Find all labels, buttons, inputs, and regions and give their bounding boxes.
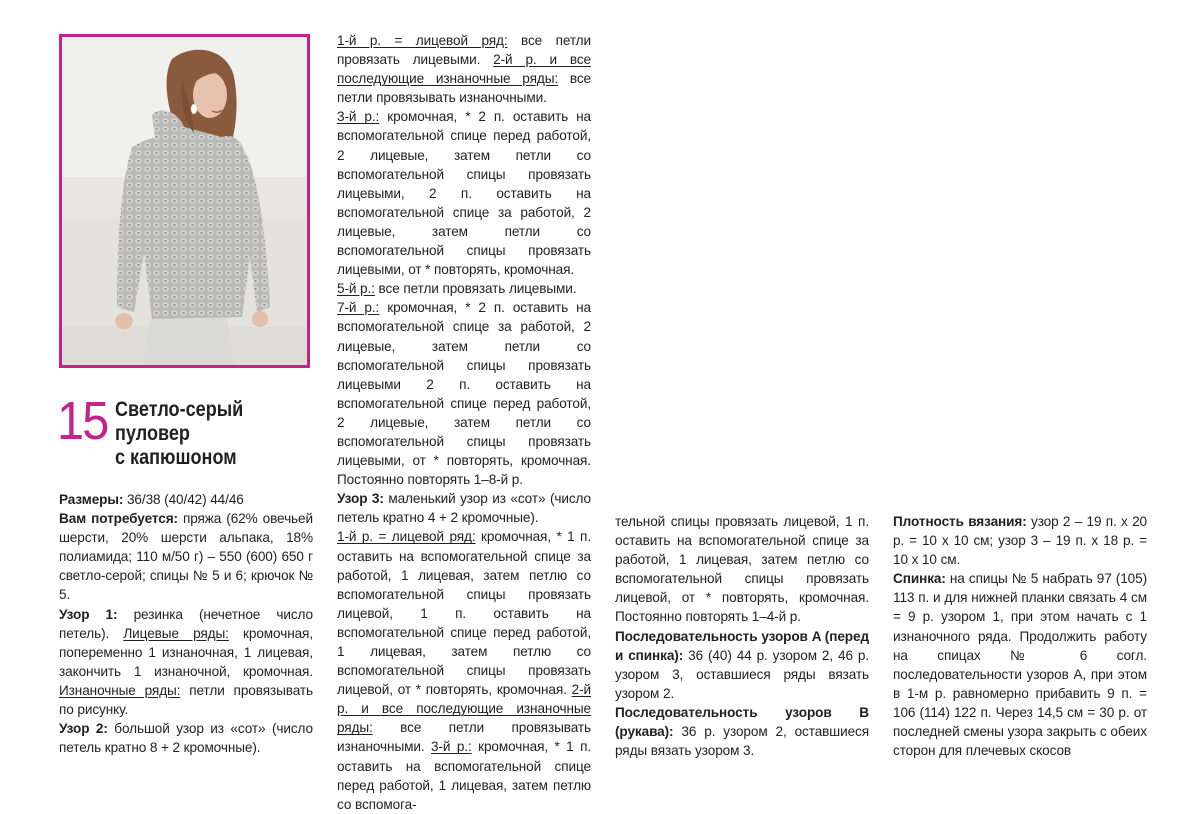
pattern-1-paragraph	[59, 605, 313, 720]
product-photo	[59, 34, 310, 368]
row-7-label: 7-й р.:	[337, 300, 380, 316]
row-7-paragraph	[337, 298, 591, 489]
p3-row-1-label: 1-й р. = лицевой ряд:	[337, 529, 476, 545]
gauge-paragraph	[893, 512, 1147, 569]
text-column-1	[59, 490, 313, 757]
text-column-2	[337, 31, 591, 814]
sequence-a-label: Последовательность узоров A (перед и спинка):	[615, 628, 869, 663]
text-column-4	[893, 512, 1147, 760]
sizes-label: Размеры:	[59, 492, 124, 507]
row-5-label: 5-й р.:	[337, 281, 375, 297]
pattern-3-paragraph	[337, 489, 591, 527]
pattern-2-text: большой узор из «сот» (число петель кратно 8 + 2 кромочные).	[59, 721, 314, 756]
wrong-side-rows-text: петли провязывать по рисунку.	[59, 682, 314, 718]
pattern-3-text: маленький узор из «сот» (число петель кратно 4 + 2 кромочные).	[337, 491, 592, 526]
pattern-1-text: резинка (нечетное число петель).	[59, 606, 314, 641]
p3-row-3-label: 3-й р.:	[431, 739, 472, 755]
back-text: на спицы № 5 набрать 97 (105) 113 п. и для нижней планки связать 4 см = 9 р. узором 1, при этом начать с 1 изнаночного ряда. Продолжить работу на спицах № 6 согл. последовательности узоров А, при этом в 1-м р. равномерно прибавить 9 п. = 106 (114) 122 п. Через 14,5 см = 30 р. от последней смены узора закрыть с обеих сторон для плечевых скосов	[893, 571, 1147, 759]
sizes-paragraph	[59, 490, 313, 509]
title-line: Светло-серый	[115, 398, 244, 421]
right-side-rows-text: кромочная, попеременно 1 изнаночная, 1 лицевая, закончить 1 изнаночной, кромочная.	[59, 625, 313, 679]
row-1-label: 1-й р. = лицевой ряд:	[337, 33, 508, 48]
row-1-text: все петли провязать лицевыми.	[337, 33, 592, 68]
row-3-text: кромочная, * 2 п. оставить на вспомогательной спице перед работой, 2 лицевые, затем петли со вспомогательной спицы провязать лицевыми, 2 п. оставить на вспомогательной спице за работой, 2 лицевые, затем петли со вспомогательной спицы провязать лицевыми, от * повторять, кромочная.	[337, 109, 592, 278]
pattern-number: 15	[57, 391, 108, 451]
materials-paragraph	[59, 509, 313, 604]
sequence-a-paragraph	[615, 627, 869, 703]
materials-label: Вам потребуется:	[59, 511, 178, 527]
p3-row-3-text: кромочная, * 1 п. оставить на вспомогательной спице перед работой, 1 лицевая, затем петлю со вспомога-	[337, 739, 592, 812]
row-3-paragraph	[337, 107, 591, 279]
pattern-3-rows	[337, 527, 591, 813]
p3-row-2-label: 2-й р. и все последующие изнаночные ряды:	[337, 682, 591, 736]
gauge-label: Плотность вязания:	[893, 514, 1027, 529]
materials-value: пряжа (62% овечьей шерсти, 20% шерсти альпака, 18% полиамида; 110 м/50 г) – 550 (600) 650 г светло-серой; спицы № 5 и 6; крючок № 5.	[59, 511, 313, 603]
wrong-side-rows-label: Изнаночные ряды:	[59, 682, 181, 698]
sequence-a-text: 36 (40) 44 р. узором 2, 46 р. узором 3, оставшиеся ряды вязать узором 2.	[615, 647, 870, 701]
row-2-text: все петли провязывать изнаночными.	[337, 71, 591, 106]
continued-text: тельной спицы провязать лицевой, 1 п. оставить на вспомогательной спице за работой, 1 лицевая, затем петлю со вспомогательной спицы провязать лицевой, от * повторять, кромочная. Постоянно повторять 1–4-й р.	[615, 514, 869, 625]
title-line: с капюшоном	[115, 446, 237, 469]
back-paragraph	[893, 569, 1147, 760]
p3-row-1-text: кромочная, * 1 п. оставить на вспомогательной спице за работой, 1 лицевая, затем петлю со вспомогательной спицы провязать лицевой, 1 п. оставить на вспомогательной спице перед работой, 1 лицевая, затем петлю со вспомогательной спицы провязать лицевой, от * повторять, кромочная.	[337, 529, 591, 698]
pattern-3-label: Узор 3:	[337, 491, 384, 507]
article-title	[115, 398, 243, 470]
pattern-2-rows	[337, 31, 591, 107]
pattern-2-label: Узор 2:	[59, 721, 108, 737]
article-title-block	[57, 391, 327, 478]
right-side-rows-label: Лицевые ряды:	[123, 625, 229, 641]
back-label: Спинка:	[893, 571, 946, 587]
pattern-1-label: Узор 1:	[59, 606, 118, 622]
row-2-label: 2-й р. и все последующие изнаночные ряды:	[337, 52, 591, 87]
model-photo-illustration	[62, 37, 307, 365]
p3-row-2-text: все петли провязывать изнаночными.	[337, 720, 591, 755]
row-5-text: все петли провязать лицевыми.	[374, 281, 577, 297]
gauge-text: узор 2 – 19 п. х 20 р. = 10 х 10 см; узор 3 – 19 п. х 18 р. = 10 х 10 см.	[893, 514, 1147, 568]
row-7-text: кромочная, * 2 п. оставить на вспомогательной спице за работой, 2 лицевые, затем петли со вспомогательной спицы провязать лицевыми 2 п. оставить на вспомогательной спице перед работой, 2 лицевые, затем петли со вспомогательной спицы провязать лицевыми, от * повторять, кромочная. Постоянно повторять 1–8-й р.	[337, 300, 592, 488]
sequence-b-label: Последовательность узоров B (рукава):	[615, 704, 869, 740]
sizes-value: 36/38 (40/42) 44/46	[123, 492, 244, 507]
sequence-b-paragraph	[615, 703, 869, 760]
sequence-b-text: 36 р. узором 2, оставшиеся ряды вязать узором 3.	[615, 724, 869, 759]
text-column-3	[615, 512, 869, 760]
row-5-paragraph	[337, 279, 591, 298]
pattern-2-paragraph	[59, 719, 313, 757]
title-line: пуловер	[115, 422, 190, 445]
row-3-label: 3-й р.:	[337, 109, 380, 125]
